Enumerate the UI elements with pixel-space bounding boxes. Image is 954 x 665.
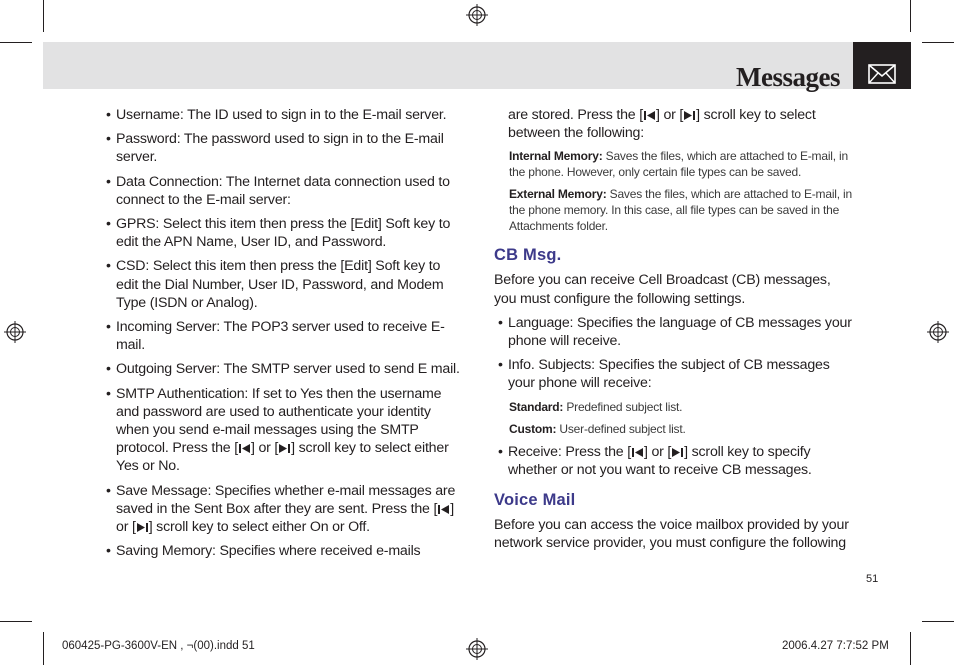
option-text: User-defined subject list. [559, 421, 686, 436]
list-item [498, 443, 856, 479]
crop-mark [43, 632, 44, 665]
scroll-right-key-icon [136, 522, 149, 533]
item-text: ] scroll key to select either On or Off. [148, 519, 370, 536]
option-text: Saves the files, which are attached to E-mail, in the phone memory. In this case, all file types can be saved in the Attachments folder. [509, 187, 852, 234]
page-title: Messages [736, 62, 840, 92]
option-text: Saves the files, which are attached to E-mail, in the phone. However, only certain file types can be saved. [509, 149, 848, 180]
list-item: • Outgoing Server: The SMTP server used to send E mail. [106, 360, 462, 378]
subject-option [509, 399, 856, 415]
item-text: ] scroll key to select between the following: [508, 107, 816, 142]
option-label: Standard: [509, 399, 564, 414]
registration-mark-icon [927, 321, 949, 343]
list-item [106, 482, 462, 537]
item-text: Save Message: Specifies whether e-mail messages are saved in the Sent Box after they are sent. Press the [ [116, 482, 456, 517]
list-item: • CSD: Select this item then press the [Edit] Soft key to edit the Dial Number, User ID, Password, and Modem Type (ISDN or Analog). [106, 257, 462, 312]
list-item: • Username: The ID used to sign in to the E-mail server. [106, 106, 462, 124]
list-item [106, 385, 462, 476]
crop-mark [910, 0, 911, 32]
registration-mark-icon [466, 4, 488, 26]
option-text: Predefined subject list. [566, 399, 683, 414]
list-item-continuation [494, 106, 856, 142]
section-icon-box [853, 42, 911, 89]
crop-mark [922, 42, 954, 43]
page-number: 51 [866, 573, 879, 585]
left-column [106, 106, 462, 566]
crop-mark [43, 0, 44, 32]
option-label: Internal Memory: [509, 149, 603, 164]
item-text: ] scroll key to specify whether or not you want to receive CB messages. [508, 443, 812, 478]
scroll-left-key-icon [238, 443, 251, 454]
footer-datetime: 2006.4.27 7:7:52 PM [782, 640, 889, 652]
item-text: Receive: Press the [ [508, 443, 631, 460]
list-item: • Info. Subjects: Specifies the subject of CB messages your phone will receive: [498, 356, 856, 392]
crop-mark [0, 42, 32, 43]
section-intro: Before you can receive Cell Broadcast (CB) messages, you must configure the following settings. [494, 272, 831, 307]
list-item: • GPRS: Select this item then press the [Edit] Soft key to edit the APN Name, User ID, and Password. [106, 215, 462, 251]
item-text: ] scroll key to select either Yes or No. [116, 440, 449, 475]
scroll-left-key-icon [643, 110, 656, 121]
right-column [494, 106, 856, 552]
envelope-icon [853, 42, 911, 89]
scroll-left-key-icon [631, 447, 644, 458]
registration-mark-icon [4, 321, 26, 343]
list-item: • Language: Specifies the language of CB messages your phone will receive. [498, 314, 856, 350]
item-text: ] or [ [250, 440, 279, 457]
item-text: SMTP Authentication: If set to Yes then the username and password are used to authenticate your identity when you send e-mail messages using the SMTP protocol. Press the [ [116, 385, 442, 457]
registration-mark-icon [466, 638, 488, 660]
section-intro: Before you can access the voice mailbox provided by your network service provider, you must configure the following [494, 517, 849, 552]
section-heading-cb-msg: CB Msg. [494, 246, 562, 265]
crop-mark [922, 621, 954, 622]
option-label: External Memory: [509, 187, 607, 202]
list-item: • Saving Memory: Specifies where received e-mails [106, 542, 462, 560]
item-text: are stored. Press the [ [508, 107, 643, 123]
list-item: • Incoming Server: The POP3 server used to receive E-mail. [106, 318, 462, 354]
section-heading-voice-mail: Voice Mail [494, 491, 576, 510]
crop-mark [0, 621, 32, 622]
crop-mark [910, 632, 911, 665]
item-text: ] or [ [116, 500, 454, 536]
option-label: Custom: [509, 421, 557, 436]
scroll-right-key-icon [683, 110, 696, 121]
scroll-left-key-icon [437, 504, 450, 515]
item-text: ] or [ [643, 443, 672, 460]
list-item: • Data Connection: The Internet data connection used to connect to the E-mail server: [106, 173, 462, 209]
footer-file-name: 060425-PG-3600V-EN , ¬(00).indd 51 [62, 640, 255, 652]
memory-option [509, 148, 856, 180]
list-item: • Password: The password used to sign in to the E-mail server. [106, 130, 462, 166]
item-text: ] or [ [655, 107, 684, 123]
memory-option [509, 186, 856, 234]
scroll-right-key-icon [671, 447, 684, 458]
scroll-right-key-icon [278, 443, 291, 454]
subject-option [509, 421, 856, 437]
